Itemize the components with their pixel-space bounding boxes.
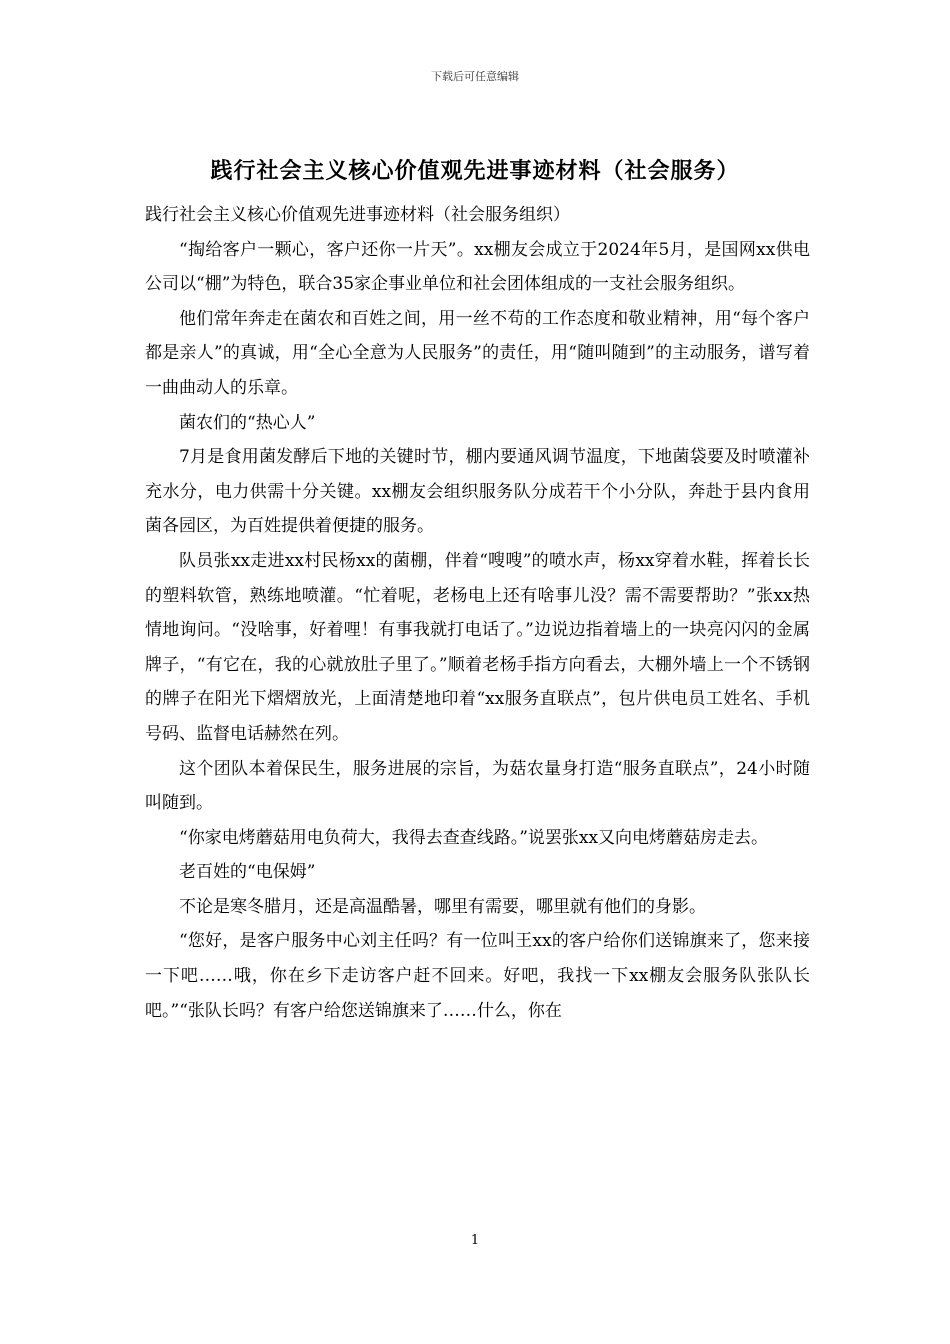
body-paragraph: 这个团队本着保民生，服务进展的宗旨，为菇农量身打造“服务直联点”，24小时随叫随到。: [145, 758, 810, 814]
body-paragraph: 7月是食用菌发酵后下地的关键时节，棚内要通风调节温度，下地菌袋要及时喷灌补充水分，电力供需十分关键。xx棚友会组织服务队分成若干个小分队，奔赴于县内食用菌各园区，为百姓提供着便捷的服务。: [145, 447, 810, 537]
body-paragraph: 不论是寒冬腊月，还是高温酷暑，哪里有需要，哪里就有他们的身影。: [179, 896, 706, 917]
body-paragraph: 队员张xx走进xx村民杨xx的菌棚，伴着“嗖嗖”的喷水声，杨xx穿着水鞋，挥着长长的塑料软管，熟练地喷灌。“忙着呢，老杨电上还有啥事儿没？需不需要帮助？”张xx热情地询问。“没啥事，好着哩！有事我就打电话了。”边说边指着墙上的一块亮闪闪的金属牌子，“有它在，我的心就放肚子里了。”顺着老杨手指方向看去，大棚外墙上一个不锈钢的牌子在阳光下熠熠放光，上面清楚地印着“xx服务直联点”，包片供电员工姓名、手机号码、监督电话赫然在列。: [145, 550, 810, 744]
body-paragraph: “你家电烤蘑菇用电负荷大，我得去查查线路。”说罢张xx又向电烤蘑菇房走去。: [179, 827, 769, 848]
body-paragraph: “您好，是客户服务中心刘主任吗？有一位叫王xx的客户给你们送锦旗来了，您来接一下吧……哦，你在乡下走访客户赶不回来。好吧，我找一下xx棚友会服务队张队长吧。”“张队长吗？有客户给您送锦旗来了……什么，你在: [145, 931, 810, 1021]
page-number: 1: [470, 1233, 480, 1248]
body-paragraph: “掏给客户一颗心，客户还你一片天”。xx棚友会成立于2024年5月，是国网xx供电公司以“棚”为特色，联合35家企事业单位和社会团体组成的一支社会服务组织。: [145, 239, 810, 295]
section-heading: 菌农们的“热心人”: [179, 412, 316, 433]
page-header-note: 下载后可任意编辑: [431, 70, 519, 83]
document-body: [145, 198, 810, 1028]
section-heading: 老百姓的“电保姆”: [179, 862, 316, 883]
document-title: 践行社会主义核心价值观先进事迹材料（社会服务）: [210, 159, 740, 184]
subtitle-paragraph: 践行社会主义核心价值观先进事迹材料（社会服务组织）: [145, 205, 570, 225]
body-paragraph: 他们常年奔走在菌农和百姓之间，用一丝不苟的工作态度和敬业精神，用“每个客户都是亲人”的真诚，用“全心全意为人民服务”的责任，用“随叫随到”的主动服务，谱写着一曲曲动人的乐章。: [145, 308, 810, 398]
